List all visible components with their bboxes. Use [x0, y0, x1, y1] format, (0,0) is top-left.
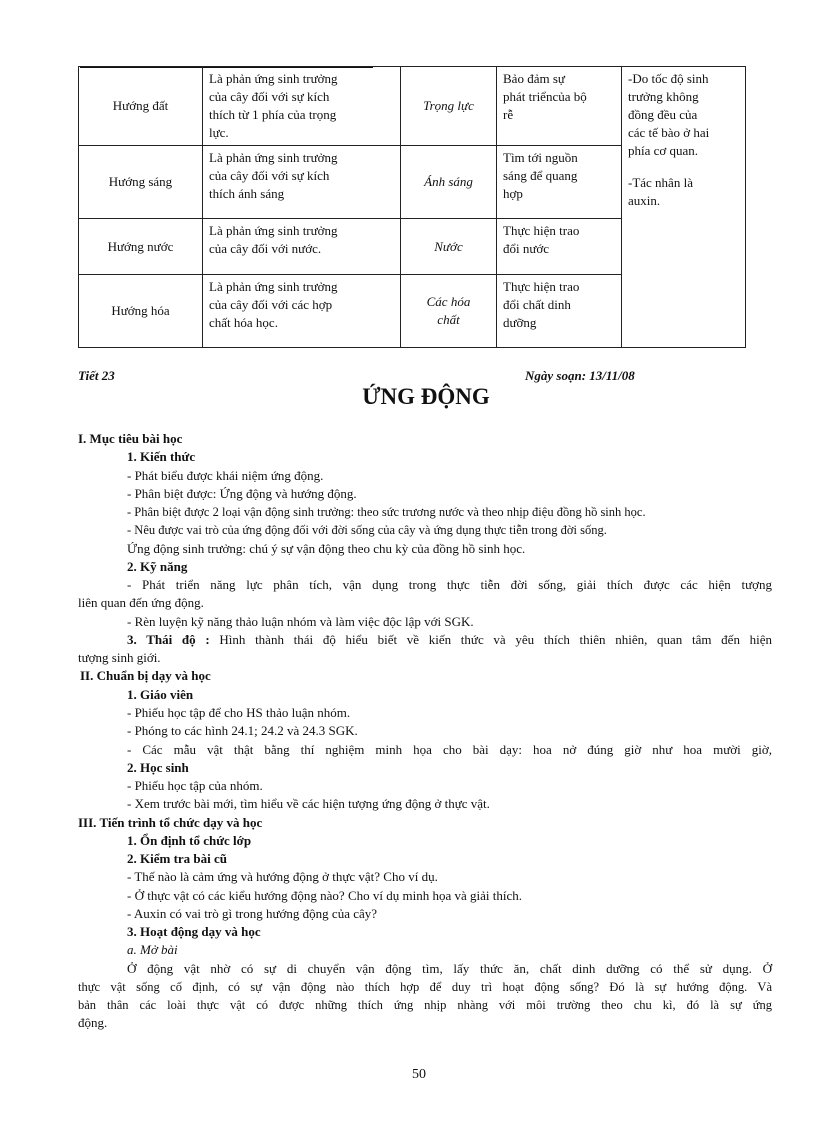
list-item: - Phát triển năng lực phân tích, vận dụng trong thực tiễn đời sống, giải thích được các hiện tượng [127, 577, 772, 592]
tropism-type-cell: Hướng hóa [79, 275, 203, 348]
agent-cell [401, 67, 497, 146]
cell-line: lực. [209, 125, 229, 140]
page-number: 50 [412, 1067, 426, 1082]
list-item: - Phiếu học tập của nhóm. [127, 778, 263, 793]
cell-line: Ánh sáng [424, 174, 473, 189]
tropism-table [78, 66, 746, 348]
role-cell [497, 67, 622, 146]
paragraph: liên quan đến ứng động. [78, 595, 204, 610]
cell-line: dưỡng [503, 315, 537, 330]
cell-line: chất [437, 312, 460, 327]
table-row [79, 67, 746, 146]
subsection-heading: 1. Ổn định tổ chức lớp [127, 833, 252, 848]
cell-line: hợp [503, 186, 523, 201]
agent-cell [401, 219, 497, 275]
cell-line: đồng đều của [628, 107, 698, 122]
cell-line: thích từ 1 phía của trọng [209, 107, 337, 122]
cell-line: của cây đối với nước. [209, 241, 322, 256]
cell-line: Các hóa [426, 294, 471, 309]
cell-line: -Do tốc độ sinh [628, 71, 709, 86]
role-cell [497, 146, 622, 219]
list-item: - Phiếu học tập để cho HS thảo luận nhóm. [127, 705, 351, 720]
page-title: ỨNG ĐỘNG [362, 384, 490, 409]
list-item: - Phân biệt được: Ứng động và hướng động. [127, 486, 357, 501]
cell-line: Thực hiện trao [503, 223, 580, 238]
list-item: - Ở thực vật có các kiểu hướng động nào? Cho ví dụ minh họa và giải thích. [127, 888, 522, 903]
list-item: - Phát biểu được khái niệm ứng động. [127, 468, 324, 483]
prep-date: Ngày soạn: 13/11/08 [525, 368, 635, 383]
section-heading: I. Mục tiêu bài học [78, 431, 183, 446]
cell-line: Tìm tới nguồn [503, 150, 578, 165]
subsection-heading: 3. Thái độ : [127, 632, 210, 647]
tropism-type-cell: Hướng sáng [79, 146, 203, 219]
cell-line: chất hóa học. [209, 315, 278, 330]
list-item: - Phóng to các hình 24.1; 24.2 và 24.3 SGK. [127, 723, 358, 738]
subsection-heading: a. Mở bài [127, 942, 178, 957]
list-item: - Nêu được vai trò của ứng động đối với đời sống của cây và ứng dụng thực tiễn trong đời sống. [127, 523, 607, 537]
cell-line: Là phản ứng sinh trưởng [209, 223, 338, 238]
paragraph: động. [78, 1015, 108, 1030]
subsection-heading: 1. Kiến thức [127, 449, 196, 464]
subsection-heading: 3. Hoạt động dạy và học [127, 924, 261, 939]
attitude-line [127, 631, 772, 649]
cell-spacer [628, 160, 739, 174]
paragraph: thực vật sống cố định, có sự vận động nào thích hợp để duy trì hoạt động sống? Đó là sự hướng động. Và [78, 980, 772, 994]
cell-line: Là phản ứng sinh trưởng [209, 150, 338, 165]
agent-cell [401, 146, 497, 219]
cell-line: auxin. [628, 193, 661, 208]
cell-line: phát triểncủa bộ [503, 89, 587, 104]
cell-line: thích ánh sáng [209, 186, 285, 201]
definition-cell [203, 275, 401, 348]
cell-line: các tế bào ở hai [628, 125, 710, 140]
cell-line: Bảo đảm sự [503, 71, 565, 86]
subsection-heading: 2. Học sinh [127, 760, 189, 775]
mechanism-cell [622, 67, 746, 348]
section-heading: III. Tiến trình tổ chức dạy và học [78, 815, 263, 830]
cell-line: Là phản ứng sinh trưởng [209, 71, 338, 86]
lesson-number: Tiết 23 [78, 368, 115, 383]
cell-line: đổi nước [503, 241, 550, 256]
list-item: - Thế nào là cảm ứng và hướng động ở thực vật? Cho ví dụ. [127, 869, 438, 884]
definition-cell [203, 67, 401, 146]
cell-line: trưởng không [628, 89, 699, 104]
definition-cell [203, 146, 401, 219]
role-cell [497, 219, 622, 275]
paragraph: Ở động vật nhờ có sự di chuyển vận động tìm, lấy thức ăn, chất dinh dưỡng có thể sử dụng. Ở [127, 961, 772, 976]
paragraph: bản thân các loài thực vật có được những thích ứng nhịp nhàng với môi trường theo chu kì, đó là sự ứng [78, 998, 772, 1012]
paragraph: Ứng động sinh trưởng: chú ý sự vận động theo chu kỳ của đồng hồ sinh học. [127, 541, 526, 556]
list-item: - Rèn luyện kỹ năng thảo luận nhóm và làm việc độc lập với SGK. [127, 614, 474, 629]
paragraph: tượng sinh giới. [78, 650, 161, 665]
tropism-type-cell: Hướng nước [79, 219, 203, 275]
section-heading: II. Chuẩn bị dạy và học [80, 668, 211, 683]
paragraph: Hình thành thái độ hiểu biết về kiến thức và yêu thích thiên nhiên, quan tâm đến hiện [219, 632, 773, 647]
cell-line: của cây đối với các hợp [209, 297, 333, 312]
subsection-heading: 2. Kiểm tra bài cũ [127, 851, 228, 866]
cell-line: Là phản ứng sinh trưởng [209, 279, 338, 294]
cell-line: rễ [503, 107, 514, 122]
list-item: - Phân biệt được 2 loại vận động sinh trưởng: theo sức trương nước và theo nhịp điệu đồng hồ sinh học. [127, 505, 646, 519]
list-item: - Xem trước bài mới, tìm hiểu về các hiện tượng ứng động ở thực vật. [127, 796, 490, 811]
subsection-heading: 1. Giáo viên [127, 687, 194, 702]
cell-line: đổi chất dinh [503, 297, 571, 312]
definition-cell [203, 219, 401, 275]
cell-line: Nước [434, 238, 463, 254]
cell-line: Trọng lực [423, 98, 474, 113]
tropism-type-cell: Hướng đất [79, 67, 203, 146]
cell-line: của cây đối với sự kích [209, 89, 330, 104]
cell-line: Thực hiện trao [503, 279, 580, 294]
subsection-heading: 2. Kỹ năng [127, 559, 188, 574]
cell-line: của cây đối với sự kích [209, 168, 330, 183]
cell-line: phía cơ quan. [628, 143, 699, 158]
list-item: - Các mẫu vật thật bằng thí nghiệm minh họa cho bài dạy: hoa nở đúng giờ như hoa mười giờ, [127, 742, 772, 757]
agent-cell [401, 275, 497, 348]
cell-line: -Tác nhân là [628, 175, 693, 190]
role-cell [497, 275, 622, 348]
list-item: - Auxin có vai trò gì trong hướng động của cây? [127, 906, 378, 921]
cell-line: sáng để quang [503, 168, 578, 183]
